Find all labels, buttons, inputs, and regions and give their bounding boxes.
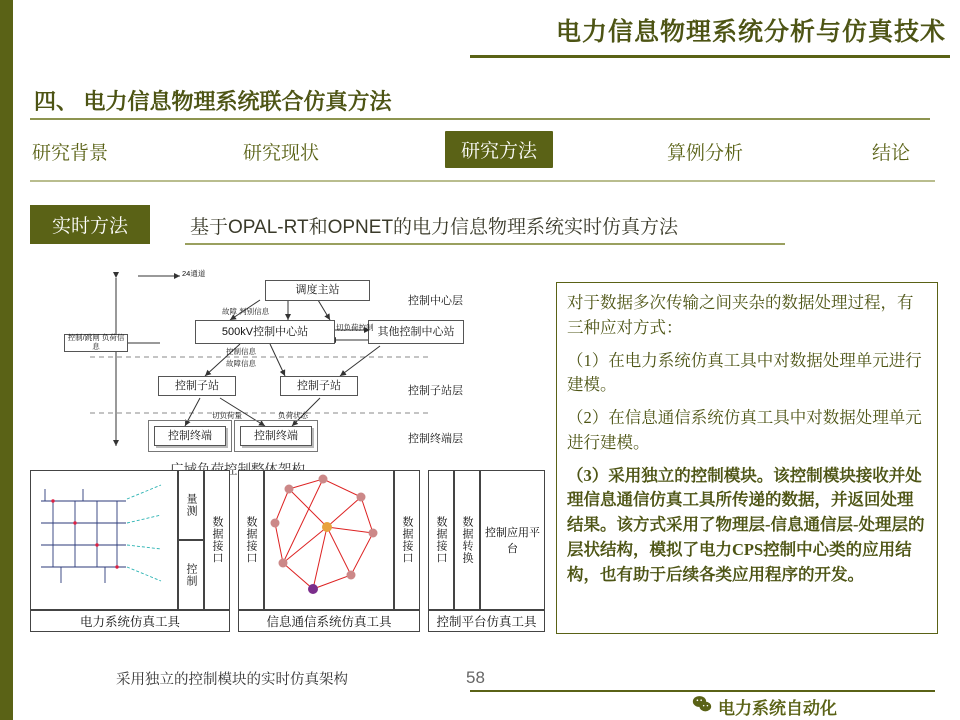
method-tag: 实时方法 xyxy=(30,205,150,244)
network-topology-sketch xyxy=(265,471,393,609)
label-control: 控制 xyxy=(178,540,204,610)
node-terminal-2: 控制终端 xyxy=(240,426,312,446)
footer-divider xyxy=(470,690,935,692)
node-master-station: 调度主站 xyxy=(265,280,370,301)
section-title: 四、 电力信息物理系统联合仿真方法 xyxy=(34,89,392,114)
method-subtitle: 基于OPAL-RT和OPNET的电力信息物理系统实时仿真方法 xyxy=(190,217,679,238)
power-sim-panel xyxy=(30,470,178,610)
page-title: 电力信息物理系统分析与仿真技术 xyxy=(555,19,946,46)
terminal-group-1-frame xyxy=(148,420,232,452)
annotation-fault-judge: 故障 判别信息 xyxy=(222,307,270,316)
explanation-text-box xyxy=(556,282,938,634)
nav-item-case-study[interactable]: 算例分析 xyxy=(667,143,744,164)
layer-label-terminal: 控制终端层 xyxy=(408,433,463,445)
annotation-fault-info: 故障信息 xyxy=(226,359,256,368)
diagram2-caption: 采用独立的控制模块的实时仿真架构 xyxy=(116,672,348,688)
nav-item-method[interactable]: 研究方法 xyxy=(445,131,553,168)
nav-item-status[interactable]: 研究现状 xyxy=(243,143,320,164)
label-data-conversion: 数据转换 xyxy=(454,470,480,610)
annotation-shed-amount: 切负荷量 xyxy=(212,411,242,420)
power-grid-sketch xyxy=(31,471,177,609)
label-data-interface-4: 数据接口 xyxy=(428,470,454,610)
node-terminal-1: 控制终端 xyxy=(154,426,226,446)
caption-control-platform-tool: 控制平台仿真工具 xyxy=(428,610,545,632)
explanation-option-2: （2）在信息通信系统仿真工具中对数据处理单元进行建模。 xyxy=(567,408,922,452)
annotation-control-trip: 控制/跳闸 负荷信息 xyxy=(64,334,128,352)
nav-item-conclusion[interactable]: 结论 xyxy=(872,143,911,164)
label-data-interface-2: 数据接口 xyxy=(238,470,264,610)
annotation-load-state: 负荷状态 xyxy=(278,411,308,420)
method-divider xyxy=(185,243,785,245)
page-number: 58 xyxy=(466,668,485,687)
label-measure: 量测 xyxy=(178,470,204,540)
section-nav xyxy=(30,132,935,172)
terminal-group-2-frame xyxy=(234,420,318,452)
explanation-intro: 对于数据多次传输之间夹杂的数据处理过程，有三种应对方式： xyxy=(567,293,914,337)
label-data-interface-1: 数据接口 xyxy=(204,470,230,610)
realtime-simulation-architecture-diagram xyxy=(30,470,545,635)
layer-label-substation: 控制子站层 xyxy=(408,385,463,397)
wechat-account-name: 电力系统自动化 xyxy=(718,699,837,718)
node-500kv-center: 500kV控制中心站 xyxy=(195,320,335,344)
annotation-control-info: 控制信息 xyxy=(226,347,256,356)
header-divider xyxy=(470,55,950,58)
section-divider xyxy=(30,118,930,120)
wide-area-load-control-diagram xyxy=(30,258,540,458)
layer-label-control-center: 控制中心层 xyxy=(408,295,463,307)
label-control-platform: 控制应用平台 xyxy=(480,470,545,610)
left-accent-bar xyxy=(0,0,13,720)
explanation-option-1: （1）在电力系统仿真工具中对数据处理单元进行建模。 xyxy=(567,350,922,395)
node-substation-1: 控制子站 xyxy=(158,376,236,396)
annotation-24-channel: 24通道 xyxy=(182,269,206,278)
nav-item-background[interactable]: 研究背景 xyxy=(32,143,109,164)
label-data-interface-3: 数据接口 xyxy=(394,470,420,610)
caption-comm-sim-tool: 信息通信系统仿真工具 xyxy=(238,610,420,632)
annotation-load-shedding: 切负荷控制 xyxy=(336,323,374,332)
wechat-icon xyxy=(692,694,712,714)
explanation-option-3: （3）采用独立的控制模块。该控制模块接收并处理信息通信仿真工具所传递的数据，并返回处理结果。该方式采用了物理层-信息通信层-处理层的层状结构，模拟了电力CPS控制中心类的应用结构，也有助于后续各类应用程序的开发。 xyxy=(567,465,925,584)
node-substation-2: 控制子站 xyxy=(280,376,358,396)
caption-power-sim-tool: 电力系统仿真工具 xyxy=(30,610,230,632)
nav-divider xyxy=(30,180,935,182)
comm-sim-panel xyxy=(264,470,394,610)
node-other-center: 其他控制中心站 xyxy=(368,320,464,344)
